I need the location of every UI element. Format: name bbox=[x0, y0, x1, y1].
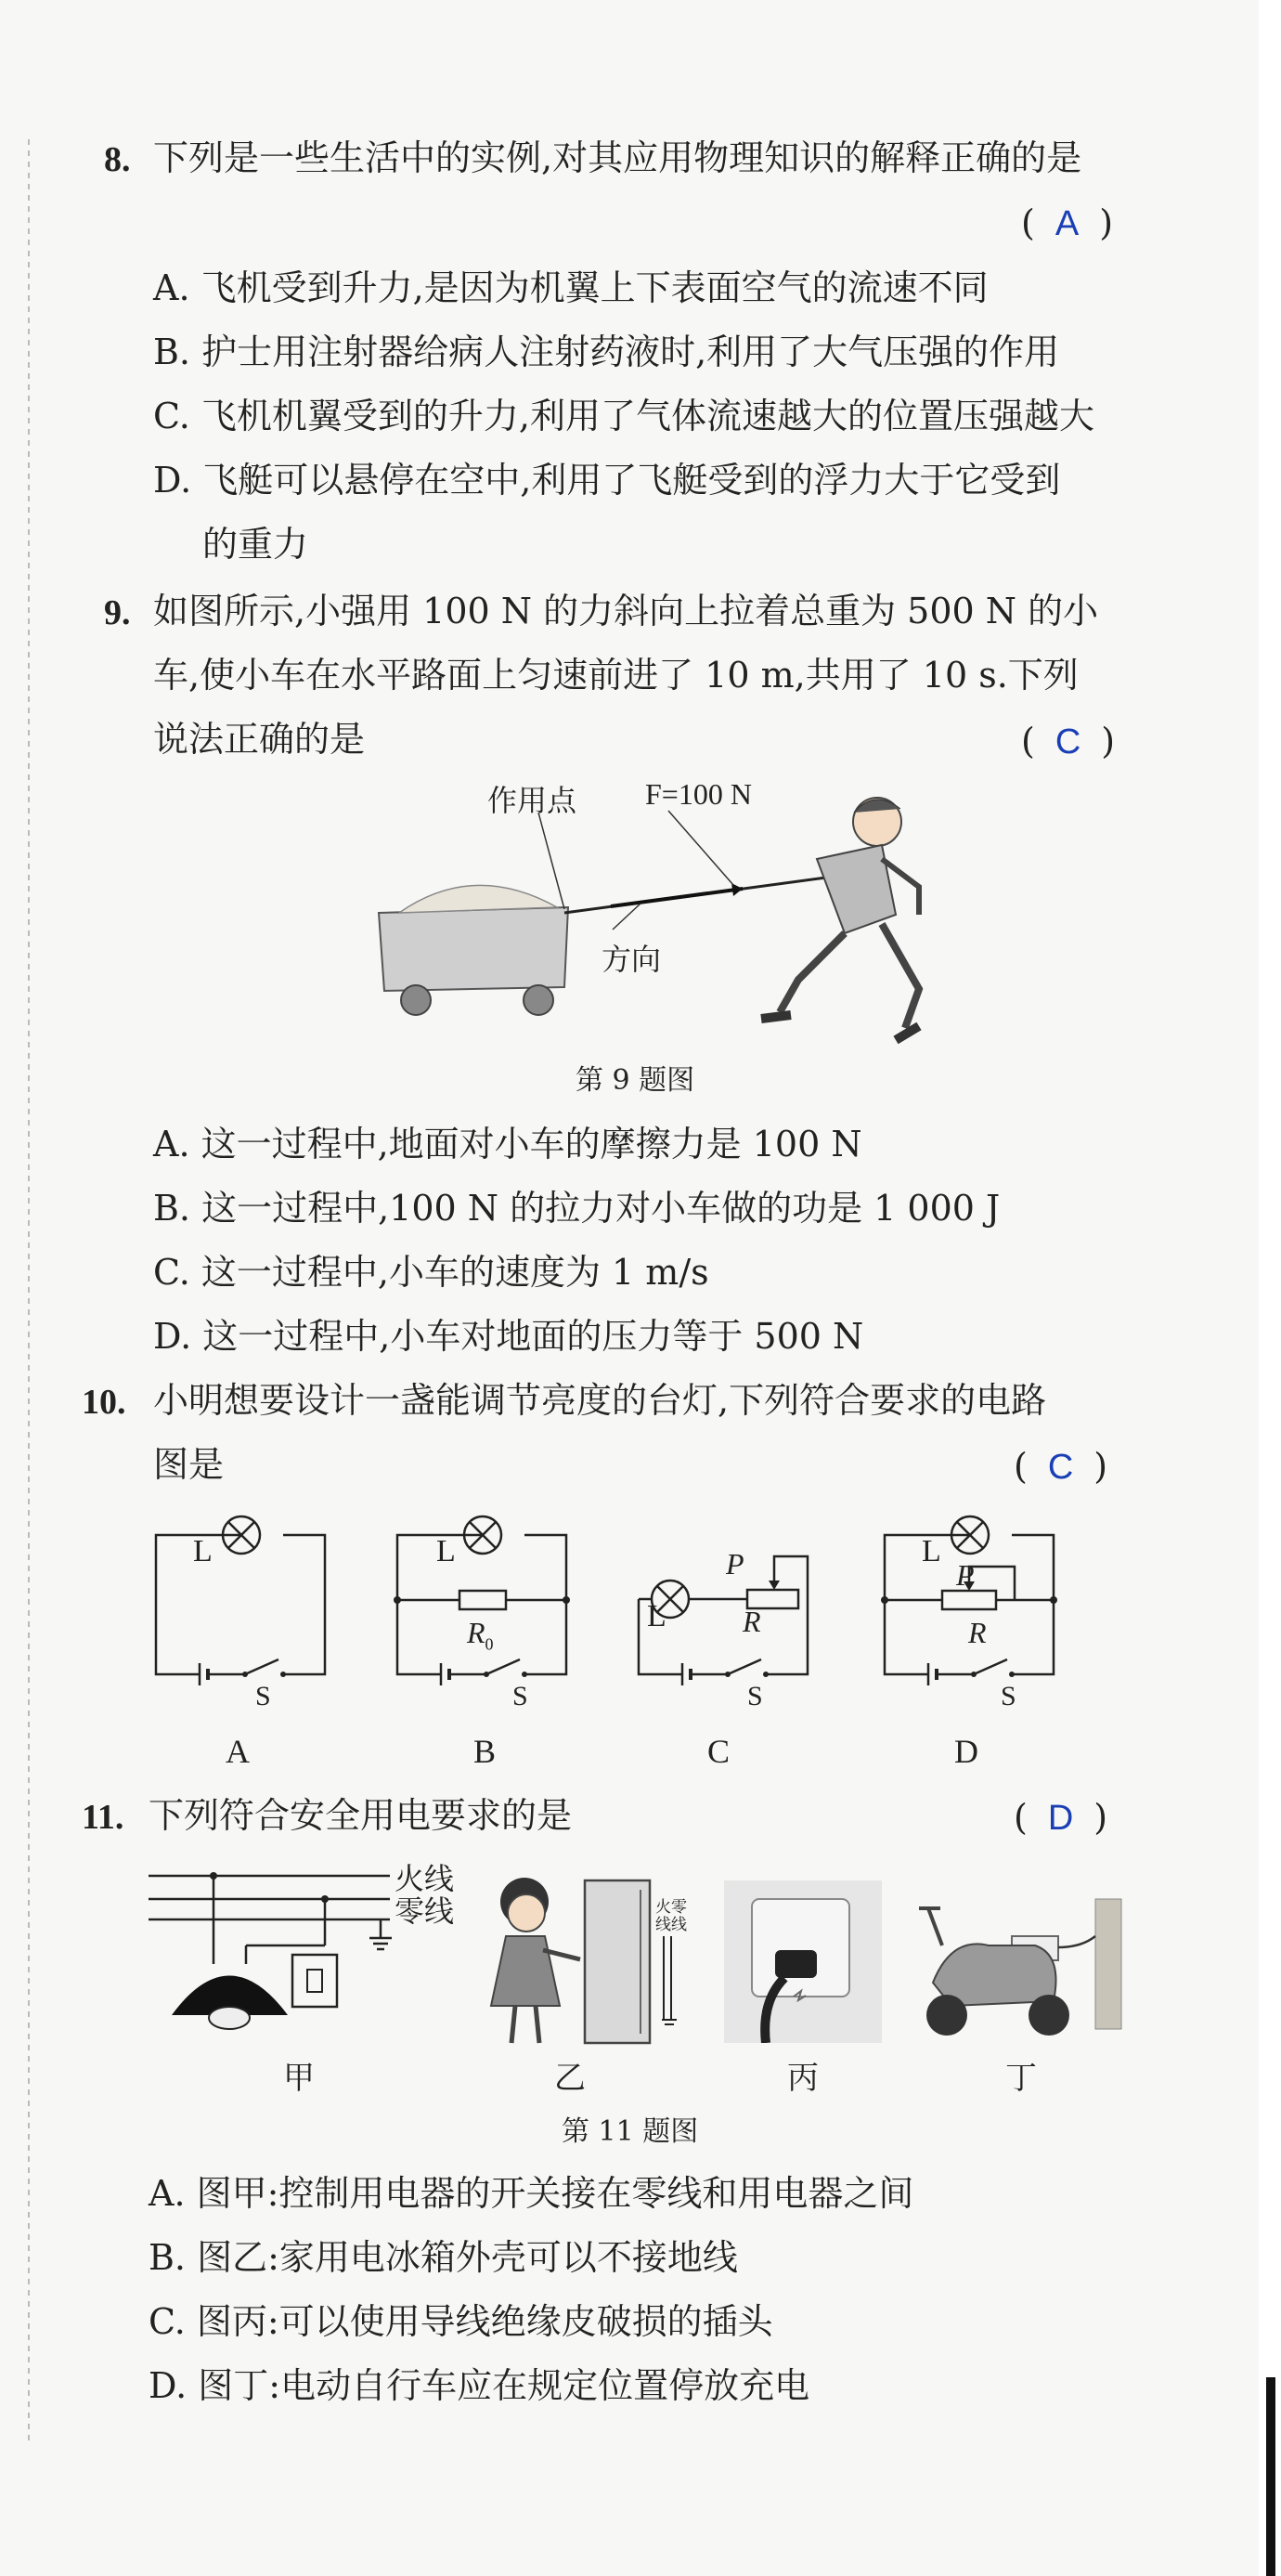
q9-figure bbox=[362, 775, 956, 1054]
q9-label-direction: 方向 bbox=[602, 942, 662, 977]
circuit-a bbox=[149, 1509, 334, 1695]
q8-option-c: C. 飞机机翼受到的升力,利用了气体流速越大的位置压强越大 bbox=[153, 396, 1094, 436]
panel-bing-label: 丙 bbox=[787, 2060, 819, 2097]
panel-yi-label: 乙 bbox=[554, 2060, 586, 2097]
bulb bbox=[209, 2007, 250, 2029]
circuit-b-switch-label: S bbox=[512, 1681, 528, 1711]
boy-leg bbox=[780, 933, 845, 1012]
q9-answer bbox=[1021, 721, 1115, 762]
fridge-wire-label-1: 火零 bbox=[655, 1898, 687, 1917]
switch bbox=[728, 1659, 761, 1674]
choice-d-label: D bbox=[954, 1733, 978, 1770]
girl-dress bbox=[491, 1936, 560, 2006]
q10-number: 10. bbox=[82, 1383, 126, 1422]
circuit-b-resistor-label bbox=[467, 1616, 494, 1654]
boy-shoe bbox=[761, 1015, 791, 1019]
wire-live-label: 火线 bbox=[395, 1861, 455, 1896]
wall bbox=[1095, 1899, 1121, 2029]
q11-caption: 第 11 题图 bbox=[562, 2115, 699, 2148]
paren-open: ( bbox=[1014, 1446, 1028, 1487]
choice-a-label: A bbox=[226, 1733, 250, 1770]
q9-number: 9. bbox=[104, 593, 131, 632]
q9-stem-line1: 如图所示,小强用 100 N 的力斜向上拉着总重为 500 N 的小 bbox=[153, 591, 1099, 631]
circuit-d bbox=[877, 1509, 1063, 1695]
wall-switch bbox=[292, 1955, 337, 2007]
q9-option-a: A. 这一过程中,地面对小车的摩擦力是 100 N bbox=[153, 1124, 862, 1164]
q9-stem-line2: 车,使小车在水平路面上匀速前进了 10 m,共用了 10 s.下列 bbox=[153, 655, 1079, 696]
e-bike-wheel bbox=[926, 1995, 967, 2036]
q11-answer-letter: D bbox=[1047, 1799, 1074, 1838]
circuit-c-lamp-label: L bbox=[647, 1599, 666, 1633]
fridge-wire-labels bbox=[655, 1899, 687, 1933]
slider-arrow bbox=[769, 1581, 780, 1590]
q9-label-point: 作用点 bbox=[487, 783, 577, 818]
q10-answer bbox=[1014, 1446, 1107, 1488]
q11-option-c: C. 图丙:可以使用导线绝缘皮破损的插头 bbox=[149, 2301, 773, 2342]
cart-wheel bbox=[524, 985, 553, 1015]
e-bike-wheel bbox=[1029, 1995, 1069, 2036]
q11-option-b: B. 图乙:家用电冰箱外壳可以不接地线 bbox=[149, 2237, 738, 2278]
circuit-b bbox=[390, 1509, 576, 1695]
paren-close: ) bbox=[1101, 721, 1116, 761]
circuit-a-lamp-label: L bbox=[193, 1534, 213, 1568]
panel-ding bbox=[914, 1880, 1128, 2043]
q10-answer-letter: C bbox=[1047, 1448, 1074, 1487]
q8-answer bbox=[1021, 202, 1113, 244]
q8-option-a: A. 飞机受到升力,是因为机翼上下表面空气的流速不同 bbox=[153, 267, 989, 308]
boy-leg bbox=[882, 924, 919, 1028]
q10-stem-line1: 小明想要设计一盏能调节亮度的台灯,下列符合要求的电路 bbox=[153, 1380, 1047, 1421]
q11-option-a: A. 图甲:控制用电器的开关接在零线和用电器之间 bbox=[149, 2173, 914, 2214]
q8-option-b: B. 护士用注射器给病人注射药液时,利用了大气压强的作用 bbox=[153, 332, 1060, 372]
paren-open: ( bbox=[1021, 202, 1035, 243]
q11-stem: 下列符合安全用电要求的是 bbox=[149, 1795, 573, 1836]
wire-neutral-label: 零线 bbox=[395, 1893, 455, 1929]
switch bbox=[974, 1659, 1007, 1674]
cart-load bbox=[399, 885, 557, 913]
margin-dashed-line bbox=[28, 139, 30, 2442]
switch bbox=[245, 1659, 278, 1674]
panel-yi bbox=[478, 1867, 710, 2052]
q9-caption: 第 9 题图 bbox=[576, 1064, 695, 1097]
choice-b-label: B bbox=[473, 1733, 497, 1770]
cart-body bbox=[379, 907, 568, 991]
circuit-c-switch-label: S bbox=[747, 1681, 763, 1711]
circuit-d-slider-label: P bbox=[956, 1558, 975, 1592]
boy-shoe bbox=[896, 1026, 919, 1040]
plug bbox=[775, 1950, 817, 1978]
fridge-wire-label-2: 线线 bbox=[655, 1915, 687, 1934]
q9-option-d: D. 这一过程中,小车对地面的压力等于 500 N bbox=[153, 1316, 864, 1357]
circuit-c-rheostat-label: R bbox=[743, 1605, 761, 1638]
choice-c-label: C bbox=[707, 1733, 731, 1770]
leader-force bbox=[668, 811, 733, 885]
r0-subscript: 0 bbox=[485, 1634, 494, 1654]
circuit-d-switch-label: S bbox=[1001, 1681, 1016, 1711]
q9-option-b: B. 这一过程中,100 N 的拉力对小车做的功是 1 000 J bbox=[153, 1188, 1001, 1229]
q11-answer bbox=[1014, 1797, 1107, 1839]
panel-bing bbox=[724, 1880, 882, 2043]
socket bbox=[752, 1899, 849, 1997]
scan-edge-bar bbox=[1266, 2377, 1275, 2576]
leader-point bbox=[538, 813, 564, 909]
circuit-c-slider-label: P bbox=[726, 1547, 744, 1581]
panel-jia bbox=[144, 1862, 404, 2038]
force-arrow bbox=[611, 889, 743, 906]
resistor bbox=[459, 1591, 506, 1609]
q9-option-c: C. 这一过程中,小车的速度为 1 m/s bbox=[153, 1252, 709, 1293]
q9-answer-letter: C bbox=[1055, 722, 1081, 761]
page-edge bbox=[1259, 0, 1281, 2576]
q11-number: 11. bbox=[82, 1798, 124, 1837]
r0-letter: R bbox=[467, 1616, 485, 1649]
q9-stem-line3: 说法正确的是 bbox=[153, 719, 366, 760]
cart-wheel bbox=[401, 985, 431, 1015]
rheostat bbox=[942, 1591, 996, 1609]
circuit-a-switch-label: S bbox=[255, 1681, 271, 1711]
q8-number: 8. bbox=[104, 140, 131, 179]
switch bbox=[486, 1659, 520, 1674]
paren-close: ) bbox=[1093, 1797, 1108, 1838]
paren-open: ( bbox=[1021, 721, 1035, 761]
q9-label-force: F=100 N bbox=[645, 777, 752, 811]
leader-direction bbox=[613, 904, 640, 930]
q11-option-d: D. 图丁:电动自行车应在规定位置停放充电 bbox=[149, 2365, 810, 2406]
q10-stem-line2: 图是 bbox=[153, 1444, 225, 1485]
q8-option-d: D. 飞艇可以悬停在空中,利用了飞艇受到的浮力大于它受到 bbox=[153, 460, 1061, 501]
panel-ding-label: 丁 bbox=[1005, 2060, 1037, 2097]
paren-close: ) bbox=[1093, 1446, 1108, 1487]
q8-answer-letter: A bbox=[1055, 204, 1080, 243]
circuit-b-lamp-label: L bbox=[436, 1534, 456, 1568]
circuit-d-rheostat-label: R bbox=[968, 1616, 987, 1649]
girl-face bbox=[508, 1894, 545, 1932]
panel-jia-label: 甲 bbox=[283, 2060, 315, 2097]
paren-open: ( bbox=[1014, 1797, 1028, 1838]
paren-close: ) bbox=[1099, 202, 1114, 243]
q8-option-d-cont: 的重力 bbox=[202, 524, 309, 565]
circuit-d-lamp-label: L bbox=[922, 1534, 941, 1568]
q8-stem: 下列是一些生活中的实例,对其应用物理知识的解释正确的是 bbox=[153, 137, 1082, 178]
